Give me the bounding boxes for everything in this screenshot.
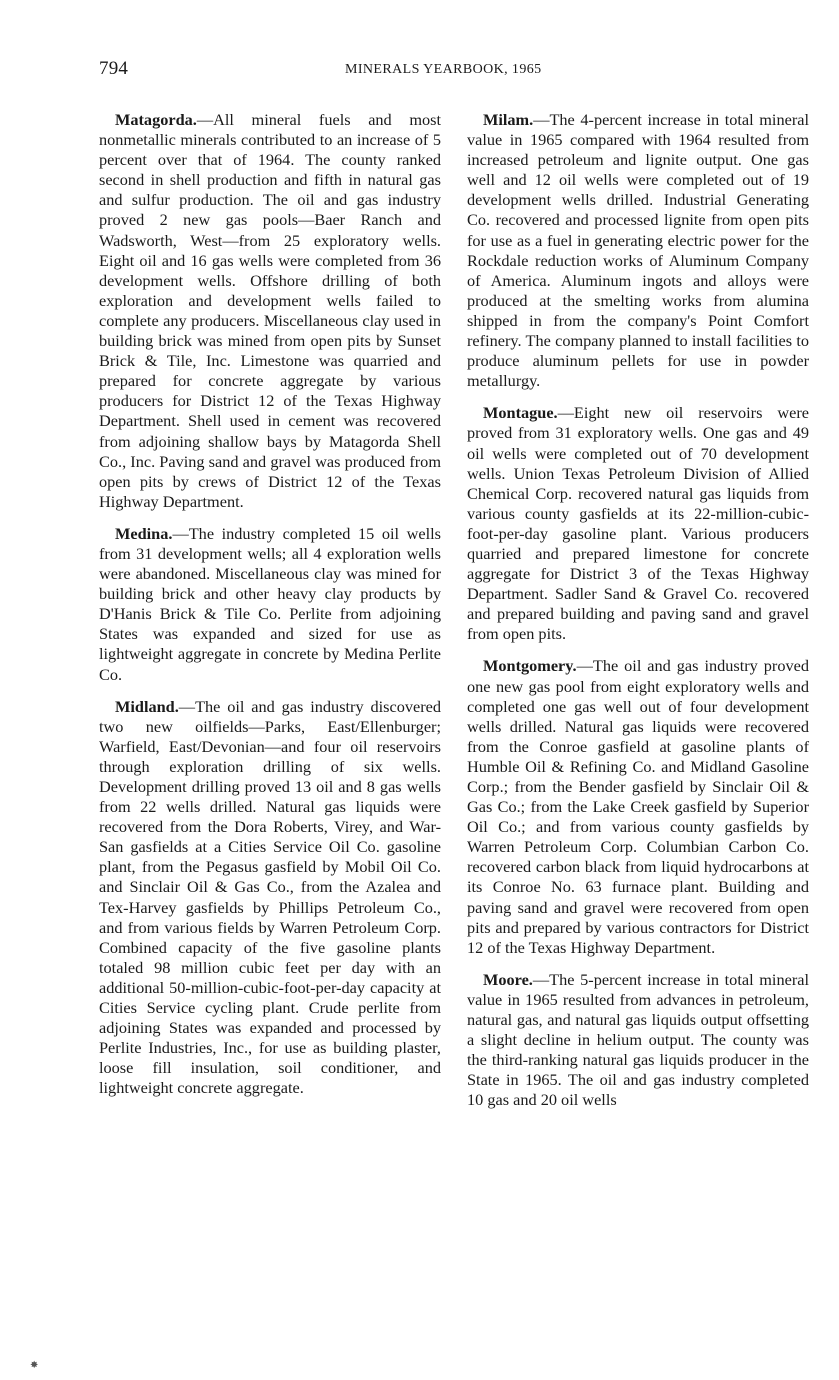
county-text: —The 4-percent increase in total mineral value in 1965 compared with 1964 resulted from increased petroleum and lignite output. One gas well and 12 oil wells were completed out of 19 development wells drilled. Industrial Generating Co. recovered and processed lignite from open pits for use as a fuel in generating electric power for the Rockdale reduction works of Aluminum Company of America. Aluminum ingots and alloys were produced at the smelting works from alumina shipped in from the company's Point Comfort refinery. The company planned to install facilities to produce aluminum pellets for use in powder metallurgy. (467, 110, 809, 391)
right-column (467, 110, 809, 1123)
county-text: —The 5-percent increase in total mineral value in 1965 resulted from advances in petroleum, natural gas, and natural gas liquids output offsetting a slight decline in helium output. The county was the third-ranking natural gas liquids producer in the State in 1965. The oil and gas industry completed 10 gas and 20 oil wells (467, 969, 809, 1110)
county-heading: Milam. (483, 110, 534, 129)
county-entry-montgomery (467, 656, 809, 957)
county-entry-matagorda (99, 110, 441, 512)
scan-artifact-mark: ✸ (30, 1360, 39, 1371)
county-entry-moore (467, 970, 809, 1111)
running-title: MINERALS YEARBOOK, 1965 (345, 62, 542, 77)
county-text: —The oil and gas industry discovered two new oilfields—Parks, East/Ellenburger; Warfield, East/Devonian—and four oil reservoirs through exploration drilling of six wells. Development drilling proved 13 oil and 8 gas wells from 22 wells drilled. Natural gas liquids were recovered from the Dora Roberts, Virey, and War-San gasfields at a Cities Service Oil Co. gasoline plant, from the Pegasus gasfield by Mobil Oil Co. and Sinclair Oil & Gas Co., from the Azalea and Tex-Harvey gasfields by Phillips Petroleum Co., and from various fields by Warren Petroleum Corp. Combined capacity of the five gasoline plants totaled 98 million cubic feet per day with an additional 50-million-cubic-foot-per-day capacity at Cities Service cycling plant. Crude perlite from adjoining States was expanded and processed by Perlite Industries, Inc., for use as building plaster, loose fill insulation, soil conditioner, and lightweight concrete aggregate. (99, 696, 441, 1098)
county-heading: Moore. (483, 969, 533, 989)
county-text: —Eight new oil reservoirs were proved from 31 exploratory wells. One gas and 49 oil wells were completed out of 70 development wells. Union Texas Petroleum Division of Allied Chemical Corp. recovered natural gas liquids from various county gasfields at its 22-million-cubic-foot-per-day gasoline plant. Various producers quarried and prepared limestone for concrete aggregate for District 3 of the Texas Highway Department. Sadler Sand & Gravel Co. recovered and prepared building and paving sand and gravel from open pits. (467, 403, 809, 644)
county-heading: Matagorda. (115, 110, 197, 129)
county-heading: Medina. (115, 523, 173, 543)
county-entry-medina (99, 524, 441, 685)
county-entry-milam (467, 110, 809, 391)
left-column (99, 110, 441, 1111)
county-entry-montague (467, 403, 809, 644)
page-number: 794 (99, 58, 129, 79)
county-text: —The oil and gas industry proved one new gas pool from eight exploratory wells and completed one gas well out of four development wells drilled. Natural gas liquids were recovered from the Conroe gasfield at gasoline plants of Humble Oil & Refining Co. and Midland Gasoline Corp.; from the Bender gasfield by Sinclair Oil & Gas Co.; from the Lake Creek gasfield by Superior Oil Co.; and from various county gasfields by Warren Petroleum Corp. Columbian Carbon Co. recovered carbon black from liquid hydrocarbons at its Conroe No. 63 furnace plant. Building and paving sand and gravel were recovered from open pits and prepared by various contractors for District 12 of the Texas Highway Department. (467, 656, 809, 957)
county-text: —All mineral fuels and most nonmetallic minerals contributed to an increase of 5 percent over that of 1964. The county ranked second in shell production and fifth in natural gas and sulfur production. The oil and gas industry proved 2 new gas pools—Baer Ranch and Wadsworth, West—from 25 exploratory wells. Eight oil and 16 gas wells were completed from 36 development wells. Offshore drilling of both exploration and development wells failed to complete any producers. Miscellaneous clay used in building brick was mined from open pits by Sunset Brick & Tile, Inc. Limestone was quarried and prepared for concrete aggregate by various producers for District 12 of the Texas Highway Department. Shell used in cement was recovered from adjoining shallow bays by Matagorda Shell Co., Inc. Paving sand and gravel was produced from open pits by crews of District 12 of the Texas Highway Department. (99, 110, 441, 511)
county-heading: Midland. (115, 696, 179, 716)
county-text: —The industry completed 15 oil wells from 31 development wells; all 4 exploration wells were abandoned. Miscellaneous clay was mined for building brick and other heavy clay products by D'Hanis Brick & Tile Co. Perlite from adjoining States was expanded and sized for use as lightweight aggregate in concrete by Medina Perlite Co. (99, 523, 441, 684)
county-heading: Montague. (483, 403, 558, 423)
county-heading: Montgomery. (483, 656, 577, 676)
county-entry-midland (99, 697, 441, 1099)
